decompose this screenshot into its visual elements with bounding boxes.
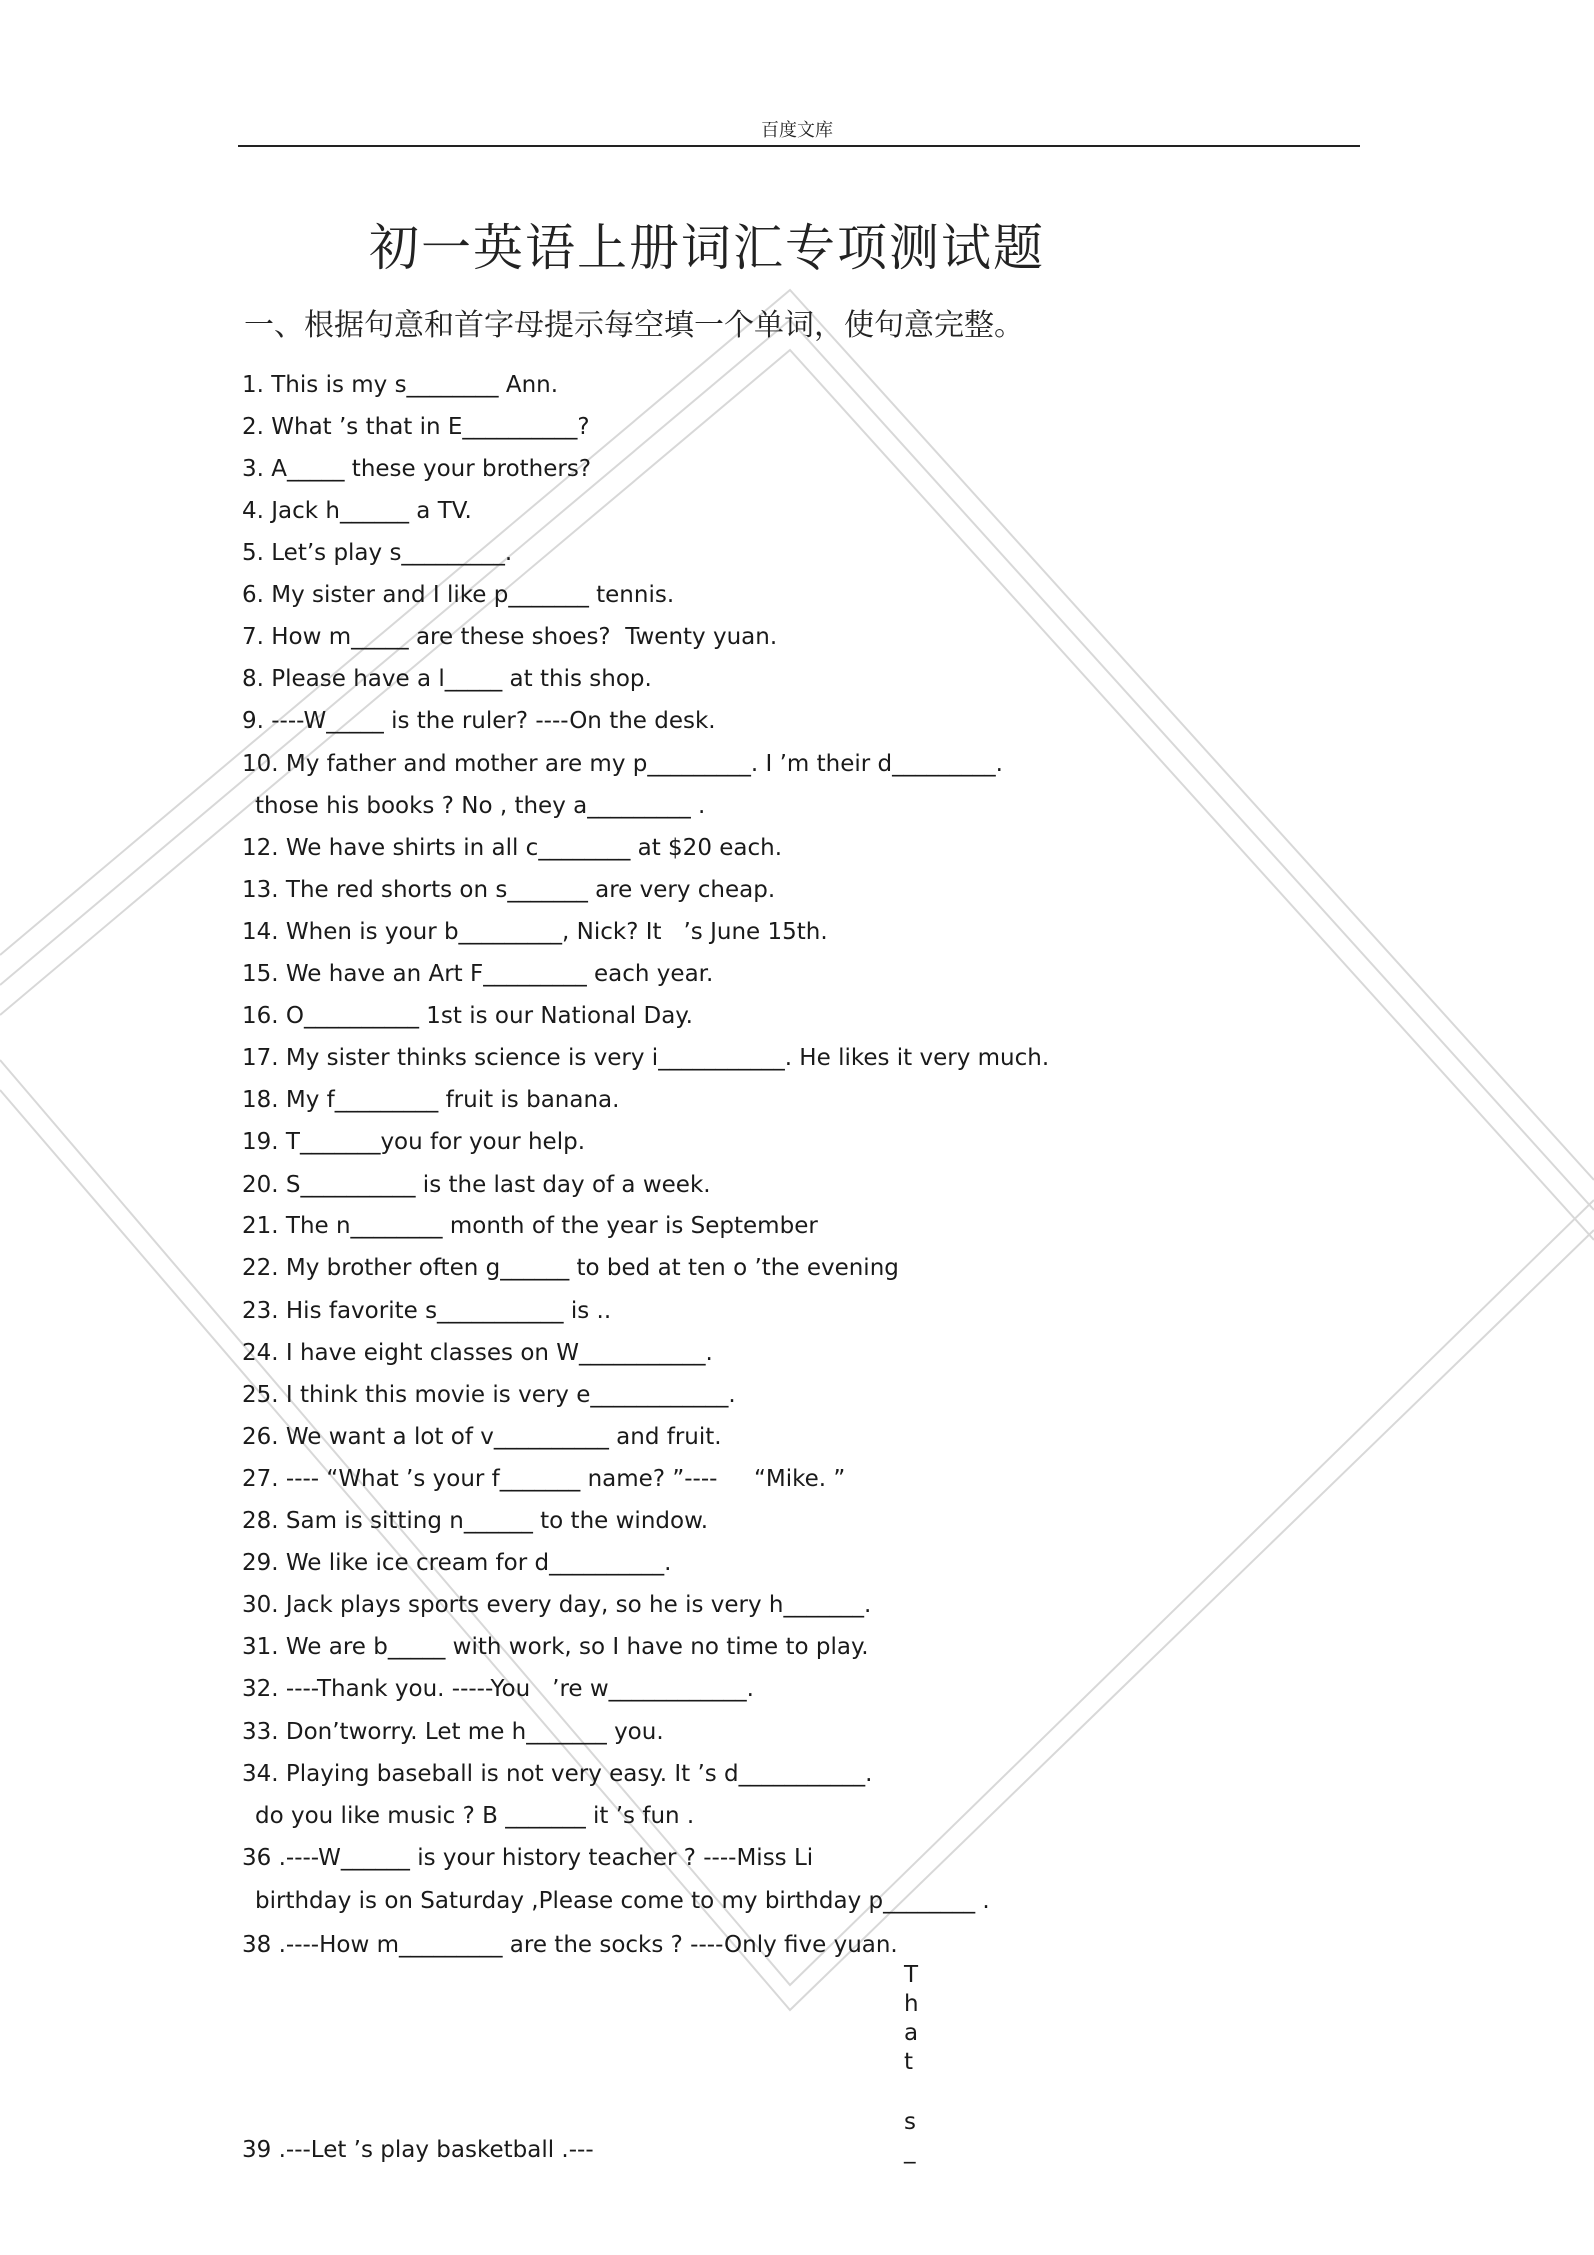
question-item: 36 .----W______ is your history teacher ? ----Miss Li [242,1845,814,1871]
question-item: 22. My brother often g______ to bed at ten o ’the evening [242,1255,899,1281]
question-item: 26. We want a lot of v__________ and fruit. [242,1424,722,1450]
question-item: 21. The n________ month of the year is September [242,1213,818,1239]
question-item: 10. My father and mother are my p_________. I ’m their d_________. [242,751,1003,777]
question-item: 17. My sister thinks science is very i___________. He likes it very much. [242,1045,1050,1071]
question-item: 18. My f_________ fruit is banana. [242,1087,620,1113]
question-item: 20. S__________ is the last day of a week. [242,1172,711,1198]
question-item: 32. ----Thank you. -----You ’re w____________. [242,1676,754,1702]
section-instruction: 一、根据句意和首字母提示每空填一个单词，使句意完整。 [244,308,1024,343]
question-item: 4. Jack h______ a TV. [242,498,472,524]
question-item: 9. ----W_____ is the ruler? ----On the desk. [242,708,716,734]
question-item: 1. This is my s________ Ann. [242,372,559,398]
question-item: 38 .----How m_________ are the socks ? ----Only five yuan. [242,1932,898,1958]
question-item: do you like music ? B _______ it ’s fun . [255,1803,695,1829]
vertical-letter: t [904,2049,914,2075]
question-item: 3. A_____ these your brothers? [242,456,592,482]
page-title: 初一英语上册词汇专项测试题 [369,219,1045,277]
question-item: 6. My sister and I like p_______ tennis. [242,582,675,608]
question-item: 13. The red shorts on s_______ are very cheap. [242,877,776,903]
question-item: 25. I think this movie is very e____________. [242,1382,736,1408]
vertical-letter: _ [904,2138,916,2164]
question-item: 2. What ’s that in E__________? [242,414,590,440]
question-item: 7. How m_____ are these shoes? Twenty yuan. [242,624,778,650]
question-item: birthday is on Saturday ,Please come to my birthday p________ . [255,1888,990,1914]
question-item: 15. We have an Art F_________ each year. [242,961,714,987]
question-item: 28. Sam is sitting n______ to the window. [242,1508,709,1534]
question-item: 24. I have eight classes on W___________. [242,1340,713,1366]
question-item: 8. Please have a l_____ at this shop. [242,666,652,692]
question-item: 27. ---- “What ’s your f_______ name? ”---- “Mike. ” [242,1466,846,1492]
question-item: 39 .---Let ’s play basketball .--- [242,2137,594,2163]
question-item: 29. We like ice cream for d__________. [242,1550,672,1576]
question-item: 14. When is your b_________, Nick? It ’s June 15th. [242,919,828,945]
header-site-name: 百度文库 [761,120,833,141]
question-item: 19. T_______you for your help. [242,1129,586,1155]
question-item: those his books ? No , they a_________ . [255,793,706,819]
header-divider [238,145,1360,147]
question-item: 12. We have shirts in all c________ at $20 each. [242,835,783,861]
vertical-letter: s [904,2109,916,2135]
question-item: 34. Playing baseball is not very easy. It ’s d___________. [242,1761,873,1787]
vertical-letter: T [904,1962,919,1988]
question-item: 16. O__________ 1st is our National Day. [242,1003,693,1029]
question-item: 31. We are b_____ with work, so I have no time to play. [242,1634,869,1660]
vertical-letter: h [904,1991,919,2017]
vertical-letter: a [904,2020,919,2046]
question-item: 23. His favorite s___________ is .. [242,1298,612,1324]
question-item: 30. Jack plays sports every day, so he is very h_______. [242,1592,872,1618]
question-item: 5. Let’s play s_________. [242,540,513,566]
question-item: 33. Don’tworry. Let me h_______ you. [242,1719,664,1745]
